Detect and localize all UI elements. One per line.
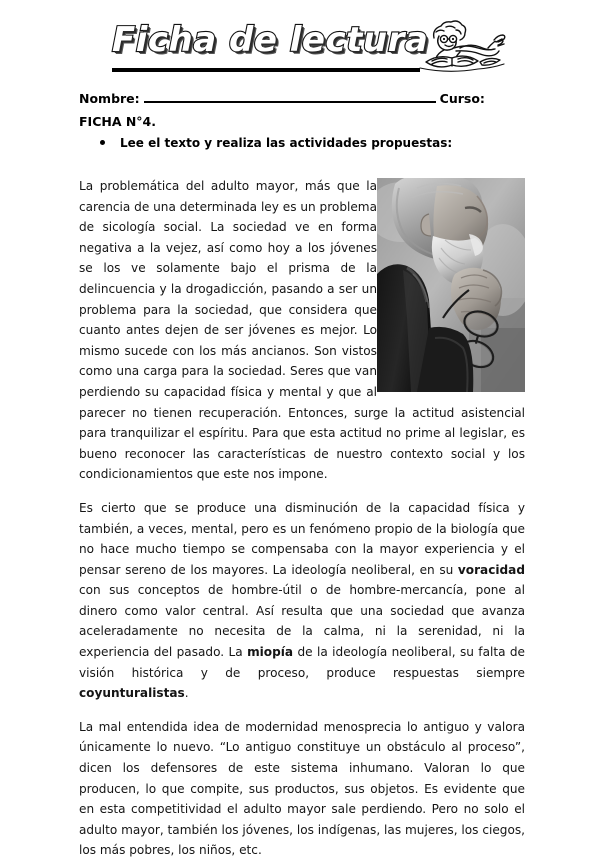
name-label: Nombre: (79, 91, 140, 106)
name-input-blank[interactable] (144, 88, 436, 103)
emphasized-term: voracidad (457, 562, 525, 577)
reading-text-body (79, 176, 525, 861)
task-instruction-item (100, 134, 520, 152)
header-divider-rule (112, 68, 420, 72)
reading-paragraph: Es cierto que se produce una disminución de la capacidad física y también, a veces, mental, pero es un fenómeno propio de la biología que no hace mucho tiempo se compensaba con la mayor experiencia y el pensar sereno de los mayores. La ideología neoliberal, en su voracidad con sus conceptos de hombre-útil o de hombre-mercancía, pone al dinero como valor central. Así resulta que una sociedad que avanza aceleradamente no necesita de la calma, ni la serenidad, ni la experiencia del pasado. La miopía de la ideología neoliberal, su falta de visión histórica y de proceso, produce respuestas siempre coyunturalistas. (79, 500, 525, 701)
sheet-number-label: FICHA N°4. (79, 114, 157, 129)
reading-paragraph: La problemática del adulto mayor, más que la carencia de una determinada ley es un problema de sicología social. La sociedad ve en forma negativa a la vejez, así como hoy a los jóvenes se los ve solamente bajo el prisma de la delincuencia y la drogadicción, pasando a ser un problema para la sociedad, que considera que cuanto antes dejen de ser jóvenes es mejor. Lo mismo sucede con los más ancianos. Son vistos como una carga para la sociedad. Seres que van perdiendo su capacidad física y mental y que al parecer no tienen recuperación. Entonces, surge la actitud asistencial para tranquilizar el espíritu. Para que esta actitud no prime al legislar, es bueno reconocer las características de nuestro contexto social y los condicionamientos que este nos impone. (79, 179, 525, 482)
name-course-line (79, 88, 529, 108)
reading-paragraph: La mal entendida idea de modernidad menosprecia lo antiguo y valora únicamente lo nuevo. “Lo antiguo constituye un obstáculo al proceso”, dicen los defensores de este sistema inhumano. Valoran lo que producen, lo que compite, sus productos, sus objetos. Es evidente que en esta competitividad el adulto mayor sale perdiendo. Pero no solo el adulto mayor, también los jóvenes, los indígenas, las mujeres, los ciegos, los más pobres, los niños, etc. (79, 719, 525, 858)
child-reading-book-icon (404, 18, 512, 80)
bullet-icon (100, 140, 105, 145)
course-label: Curso: (439, 91, 485, 106)
task-instruction-text: Lee el texto y realiza las actividades propuestas: (120, 136, 453, 150)
page-title: Ficha de lectura (112, 20, 429, 60)
emphasized-term: coyunturalistas (79, 686, 185, 701)
emphasized-term: miopía (247, 645, 294, 660)
elderly-man-photo (377, 178, 525, 392)
page-header (0, 6, 600, 82)
